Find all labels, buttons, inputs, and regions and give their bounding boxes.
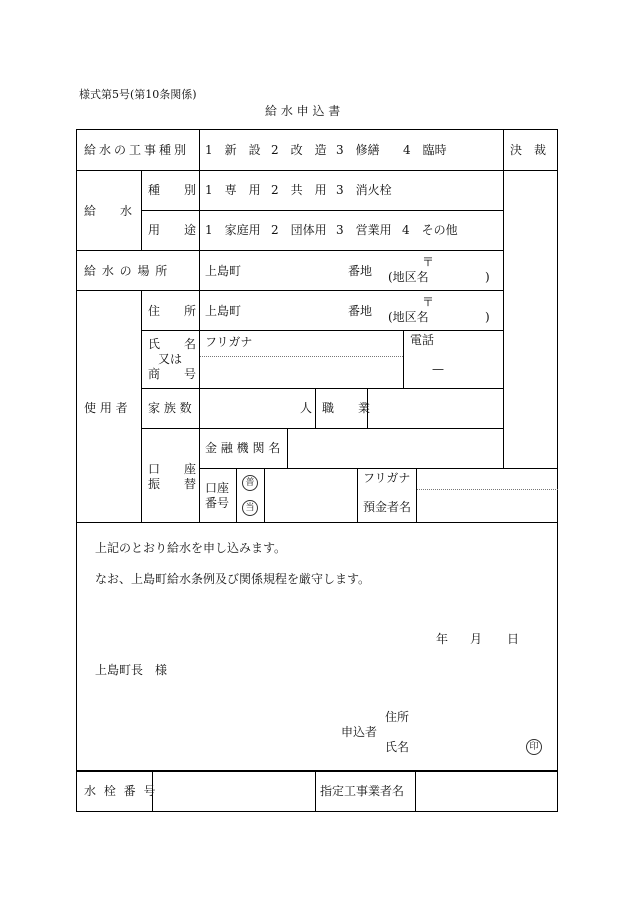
col-divider bbox=[287, 428, 288, 468]
furigana-divider bbox=[200, 356, 403, 357]
declaration-line-2: なお、上島町給水条例及び関係規程を厳守します。 bbox=[95, 572, 371, 586]
location-label: 給 水 の 場 所 bbox=[84, 264, 169, 278]
user-name-label: 氏 名 bbox=[148, 337, 197, 351]
user-label: 使 用 者 bbox=[84, 401, 128, 415]
user-address-lot: 番地 bbox=[348, 304, 373, 318]
supply-label: 給 水 bbox=[84, 204, 133, 218]
work-type-option-modify[interactable]: 2 改 造 bbox=[271, 143, 327, 157]
seal-icon: 印 bbox=[526, 739, 542, 755]
addressee: 上島町長 様 bbox=[95, 663, 168, 677]
row-divider bbox=[141, 428, 503, 429]
section-divider bbox=[76, 522, 558, 523]
account-type-ordinary[interactable]: 普 bbox=[242, 475, 258, 491]
col-divider bbox=[264, 468, 265, 522]
type-option-shared[interactable]: 2 共 用 bbox=[271, 183, 327, 197]
col-divider bbox=[141, 290, 142, 522]
col-divider bbox=[199, 129, 200, 170]
col-divider bbox=[357, 468, 358, 522]
bank-name-label: 金 融 機 関 名 bbox=[205, 441, 281, 455]
type-option-hydrant[interactable]: 3 消火栓 bbox=[336, 183, 392, 197]
col-divider bbox=[416, 468, 417, 522]
work-type-option-repair[interactable]: 3 修繕 bbox=[336, 143, 380, 157]
occupation-label: 職 業 bbox=[322, 401, 371, 415]
row-divider bbox=[141, 330, 503, 331]
applicant-address-label: 住所 bbox=[385, 710, 410, 724]
holder-name-label: 預金者名 bbox=[363, 500, 412, 514]
account-type-current[interactable]: 当 bbox=[242, 500, 258, 516]
location-postal-mark: 〒 bbox=[422, 255, 435, 269]
user-name-or-label: 又は bbox=[158, 352, 183, 366]
supply-use-label: 用 途 bbox=[148, 223, 197, 237]
row-divider bbox=[200, 468, 558, 469]
phone-col-divider bbox=[403, 330, 404, 388]
col-divider bbox=[141, 170, 142, 250]
use-option-business[interactable]: 3 営業用 bbox=[336, 223, 392, 237]
work-type-option-temporary[interactable]: 4 臨時 bbox=[403, 143, 447, 157]
location-district[interactable]: (地区名 bbox=[388, 270, 429, 284]
col-divider bbox=[199, 290, 200, 522]
user-address-town[interactable]: 上島町 bbox=[205, 304, 242, 318]
use-option-other[interactable]: 4 その他 bbox=[402, 223, 458, 237]
user-district[interactable]: (地区名 bbox=[388, 310, 429, 324]
supply-type-label: 種 別 bbox=[148, 183, 197, 197]
form-title: 給 水 申 込 書 bbox=[265, 104, 341, 118]
row-divider bbox=[76, 170, 558, 171]
user-postal-mark: 〒 bbox=[422, 295, 435, 309]
row-divider bbox=[141, 388, 503, 389]
user-furigana-field[interactable]: フリガナ bbox=[205, 335, 253, 349]
use-option-home[interactable]: 1 家庭用 bbox=[205, 223, 261, 237]
account-number-label-1: 口座 bbox=[205, 481, 230, 495]
approval-label: 決 裁 bbox=[510, 143, 547, 157]
use-option-group[interactable]: 2 団体用 bbox=[271, 223, 327, 237]
date-year: 年 bbox=[436, 632, 449, 646]
location-lot: 番地 bbox=[348, 264, 373, 278]
work-type-option-new[interactable]: 1 新 設 bbox=[205, 143, 261, 157]
location-town[interactable]: 上島町 bbox=[205, 264, 242, 278]
col-divider bbox=[236, 468, 237, 522]
work-type-label: 給水の工事種別 bbox=[84, 143, 190, 157]
user-phone-label: 電話 bbox=[410, 333, 435, 347]
applicant-name-label: 氏名 bbox=[385, 740, 410, 754]
user-district-close: ) bbox=[485, 310, 490, 324]
user-address-label: 住 所 bbox=[148, 304, 197, 318]
row-divider bbox=[141, 210, 503, 211]
location-district-close: ) bbox=[485, 270, 490, 284]
holder-furigana-label: フリガナ bbox=[363, 471, 411, 485]
user-phone-dash: — bbox=[432, 362, 444, 376]
contractor-label: 指定工事業者名 bbox=[320, 784, 405, 798]
row-divider bbox=[76, 250, 503, 251]
family-count-unit: 人 bbox=[300, 401, 313, 415]
declaration-line-1: 上記のとおり給水を申し込みます。 bbox=[95, 541, 287, 555]
col-divider bbox=[199, 250, 200, 290]
col-divider bbox=[315, 770, 316, 812]
user-trade-name-label: 商 号 bbox=[148, 367, 197, 381]
transfer-label-account: 口 座 bbox=[148, 462, 197, 476]
col-divider bbox=[315, 388, 316, 428]
applicant-label: 申込者 bbox=[341, 725, 378, 739]
approval-col-divider bbox=[503, 129, 504, 468]
holder-furigana-divider bbox=[416, 489, 558, 490]
account-number-label-2: 番号 bbox=[205, 496, 230, 510]
footer-divider bbox=[76, 770, 558, 772]
date-day: 日 bbox=[507, 632, 520, 646]
date-month: 月 bbox=[470, 632, 483, 646]
type-option-private[interactable]: 1 専 用 bbox=[205, 183, 261, 197]
col-divider bbox=[415, 770, 416, 812]
family-count-label: 家 族 数 bbox=[148, 401, 192, 415]
col-divider bbox=[199, 170, 200, 250]
transfer-label-transfer: 振 替 bbox=[148, 477, 197, 491]
meter-number-label: 水 栓 番 号 bbox=[84, 784, 158, 798]
form-number: 様式第5号(第10条関係) bbox=[79, 88, 197, 101]
